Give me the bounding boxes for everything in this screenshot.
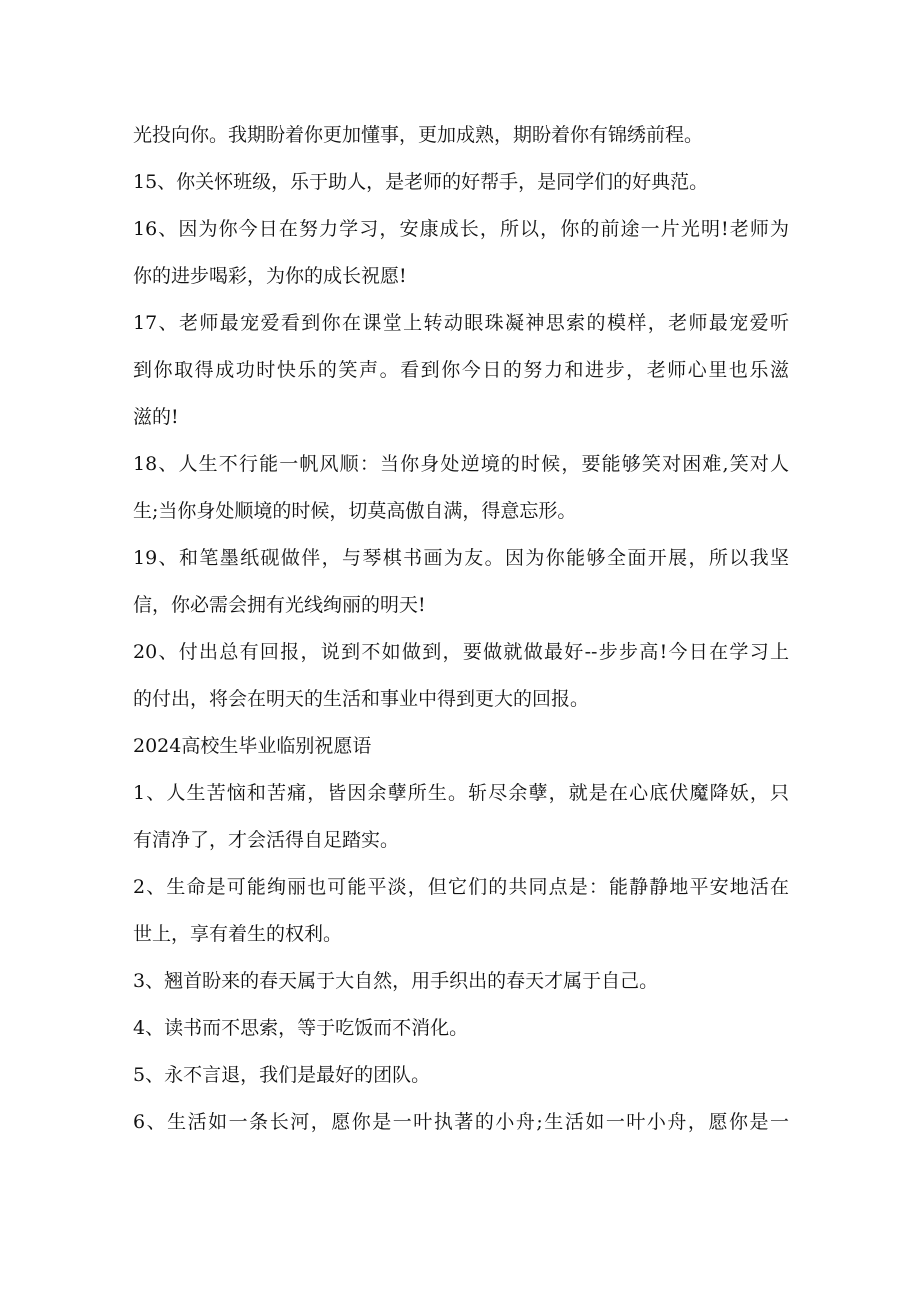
text-line: 信，你必需会拥有光线绚丽的明天! <box>133 594 426 616</box>
text-line: 生;当你身处顺境的时候，切莫高傲自满，得意忘形。 <box>133 500 577 522</box>
text-line: 5、永不言退，我们是最好的团队。 <box>133 1064 431 1086</box>
document-body <box>133 112 789 1146</box>
text-line: 到你取得成功时快乐的笑声。看到你今日的努力和进步，老师心里也乐滋 <box>133 359 789 381</box>
text-line: 你的进步喝彩，为你的成长祝愿! <box>133 265 407 287</box>
text-line: 18、人生不行能一帆风顺：当你身处逆境的时候，要能够笑对困难,笑对人 <box>133 453 789 475</box>
text-line: 20、付出总有回报，说到不如做到，要做就做最好--步步高!今日在学习上 <box>133 641 789 663</box>
text-line: 光投向你。我期盼着你更加懂事，更加成熟，期盼着你有锦绣前程。 <box>133 124 704 146</box>
text-line: 4、读书而不思索，等于吃饭而不消化。 <box>133 1017 469 1039</box>
text-line: 15、你关怀班级，乐于助人，是老师的好帮手，是同学们的好典范。 <box>133 171 709 193</box>
text-line: 19、和笔墨纸砚做伴，与琴棋书画为友。因为你能够全面开展，所以我坚 <box>133 547 789 569</box>
text-line: 有清净了，才会活得自足踏实。 <box>133 829 400 851</box>
text-line: 16、因为你今日在努力学习，安康成长，所以，你的前途一片光明!老师为 <box>133 218 789 240</box>
text-line: 滋的! <box>133 406 179 428</box>
text-line: 17、老师最宠爱看到你在课堂上转动眼珠凝神思索的模样，老师最宠爱听 <box>133 312 789 334</box>
text-line: 的付出，将会在明天的生活和事业中得到更大的回报。 <box>133 688 590 710</box>
text-line: 6、生活如一条长河，愿你是一叶执著的小舟;生活如一叶小舟，愿你是一 <box>133 1111 789 1133</box>
text-line: 2、生命是可能绚丽也可能平淡，但它们的共同点是：能静静地平安地活在 <box>133 876 789 898</box>
section-heading: 2024高校生毕业临别祝愿语 <box>133 735 372 757</box>
text-line: 1、人生苦恼和苦痛，皆因余孽所生。斩尽余孽，就是在心底伏魔降妖，只 <box>133 782 789 804</box>
text-line: 世上，享有着生的权利。 <box>133 923 343 945</box>
text-line: 3、翘首盼来的春天属于大自然，用手织出的春天才属于自己。 <box>133 970 659 992</box>
